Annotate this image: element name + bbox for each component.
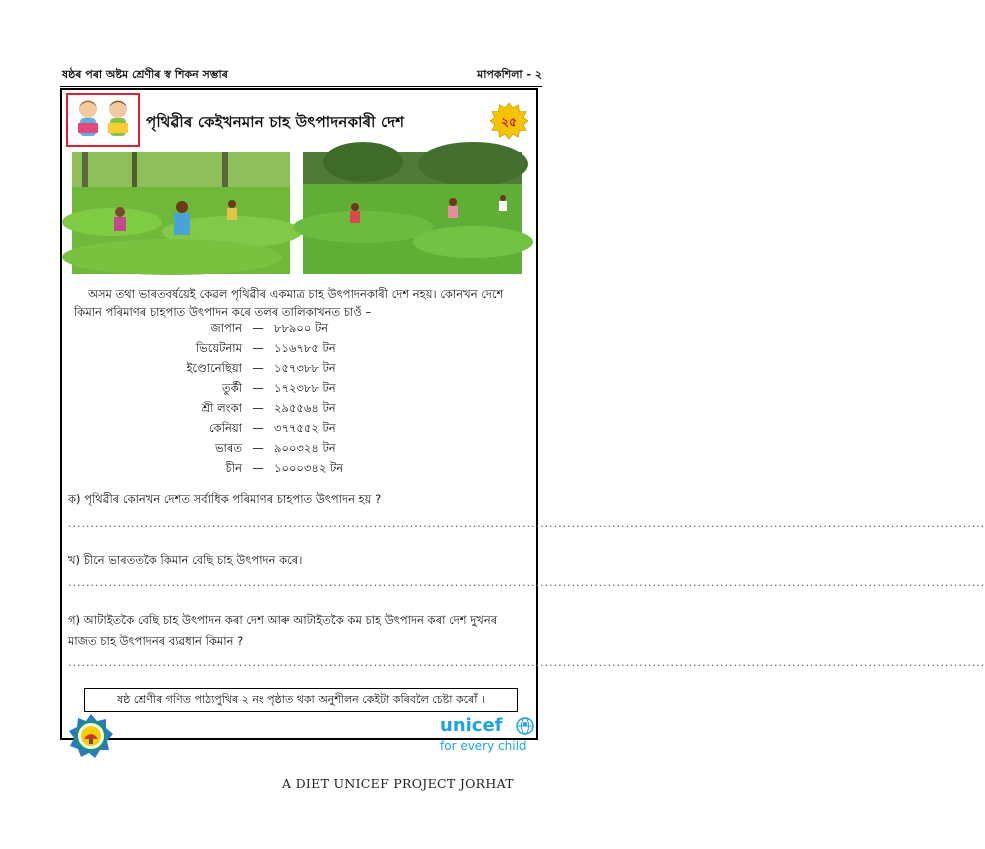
page-title: পৃথিৱীৰ কেইখনমান চাহ উৎপাদনকাৰী দেশ	[146, 113, 405, 131]
dash: —	[252, 341, 264, 355]
country-name: ভাৰত	[214, 441, 242, 455]
tea-production-table	[150, 318, 374, 478]
dash: —	[252, 461, 264, 475]
scalloped-badge-icon	[490, 102, 528, 140]
header-divider	[60, 86, 542, 87]
unicef-globe-icon	[516, 717, 534, 735]
country-name: জাপান	[210, 321, 242, 335]
table-row	[150, 418, 374, 438]
textbook-exercise-note: ষষ্ঠ শ্ৰেণীৰ গণিত পাঠ্যপুথিৰ ২ নং পৃষ্ঠাত থকা অনুশীলন কেইটা কৰিবলৈ চেষ্টা কৰোঁ ।	[84, 688, 518, 712]
country-name: কেনিয়া	[209, 421, 242, 435]
unicef-wordmark: unicef	[440, 715, 503, 736]
production-value: ৮৮৯০০ টন	[274, 321, 329, 335]
production-value: ১১৬৭৮৫ টন	[274, 341, 336, 355]
intro-line-2: কিমান পৰিমাণৰ চাহপাত উৎপাদন কৰে তলৰ তালিকাখনত চাওঁ –	[74, 305, 372, 319]
unicef-logo	[440, 716, 540, 762]
dash: —	[252, 321, 264, 335]
dash: —	[252, 401, 264, 415]
diet-emblem	[68, 713, 114, 759]
table-row	[150, 338, 374, 358]
table-row	[150, 318, 374, 338]
table-row	[150, 358, 374, 378]
production-value: ৩৭৭৫৫২ টন	[274, 421, 336, 435]
dash: —	[252, 381, 264, 395]
table-row	[150, 398, 374, 418]
intro-line-1: অসম তথা ভাৰতবৰ্ষয়েই কেৱল পৃথিৱীৰ একমাত্ৰ চাহ উৎপাদনকাৰী দেশ নহয়। কোনখন দেশে	[88, 287, 504, 301]
country-name: শ্ৰী লংকা	[201, 401, 242, 415]
answer-line-a[interactable]: ............................................................................................................................................................................................................	[68, 517, 985, 530]
children-illustration	[66, 93, 140, 147]
country-name: ভিয়েটনাম	[195, 341, 242, 355]
tea-garden-photo-right	[303, 152, 522, 274]
country-name: তুৰ্কী	[222, 381, 242, 395]
table-row	[150, 438, 374, 458]
country-name: চীন	[225, 461, 242, 475]
production-value: ১৫৭৩৮৮ টন	[274, 361, 336, 375]
tea-garden-photo-left	[72, 152, 290, 274]
production-value: ১৭২৩৮৮ টন	[274, 381, 336, 395]
badge-number: ২৫	[500, 114, 518, 129]
children-reading-icon	[68, 95, 138, 145]
answer-line-c[interactable]: ............................................................................................................................................................................................................	[68, 656, 985, 669]
table-row	[150, 458, 374, 478]
worksheet-number: মাপকশিলা - ২	[477, 68, 542, 81]
question-c-line-1: গ) আটাইতকৈ বেছি চাহ উৎপাদন কৰা দেশ আৰু আটাইতকৈ কম চাহ উৎপাদন কৰা দেশ দুখনৰ	[68, 613, 498, 627]
dash: —	[252, 421, 264, 435]
table-row	[150, 378, 374, 398]
question-a: ক) পৃথিৱীৰ কোনখন দেশত সৰ্বাধিক পৰিমাণৰ চাহপাত উৎপাদন হয় ?	[68, 492, 382, 506]
worksheet-series-title: ষষ্ঠৰ পৰা অষ্টম শ্ৰেণীৰ স্ব শিকন সম্ভাৰ	[62, 68, 228, 81]
question-b: খ) চীনে ভাৰততকৈ কিমান বেছি চাহ উৎপাদন কৰে।	[68, 553, 303, 567]
dash: —	[252, 441, 264, 455]
production-value: ২৯৫৫৬৪ টন	[274, 401, 336, 415]
question-c-line-2: মাজত চাহ উৎপাদনৰ ব্যৱধান কিমান ?	[68, 634, 244, 648]
country-name: ইণ্ডোনেছিয়া	[186, 361, 242, 375]
unicef-tagline: for every child	[440, 739, 527, 753]
dash: —	[252, 361, 264, 375]
diet-emblem-icon	[68, 713, 114, 759]
page-number-badge	[490, 102, 528, 140]
answer-line-b[interactable]: ............................................................................................................................................................................................................	[68, 576, 985, 589]
production-value: ১০০০৩৪২ টন	[274, 461, 344, 475]
production-value: ৯০০৩২৪ টন	[274, 441, 336, 455]
project-credit: A DIET UNICEF PROJECT JORHAT	[282, 776, 514, 791]
